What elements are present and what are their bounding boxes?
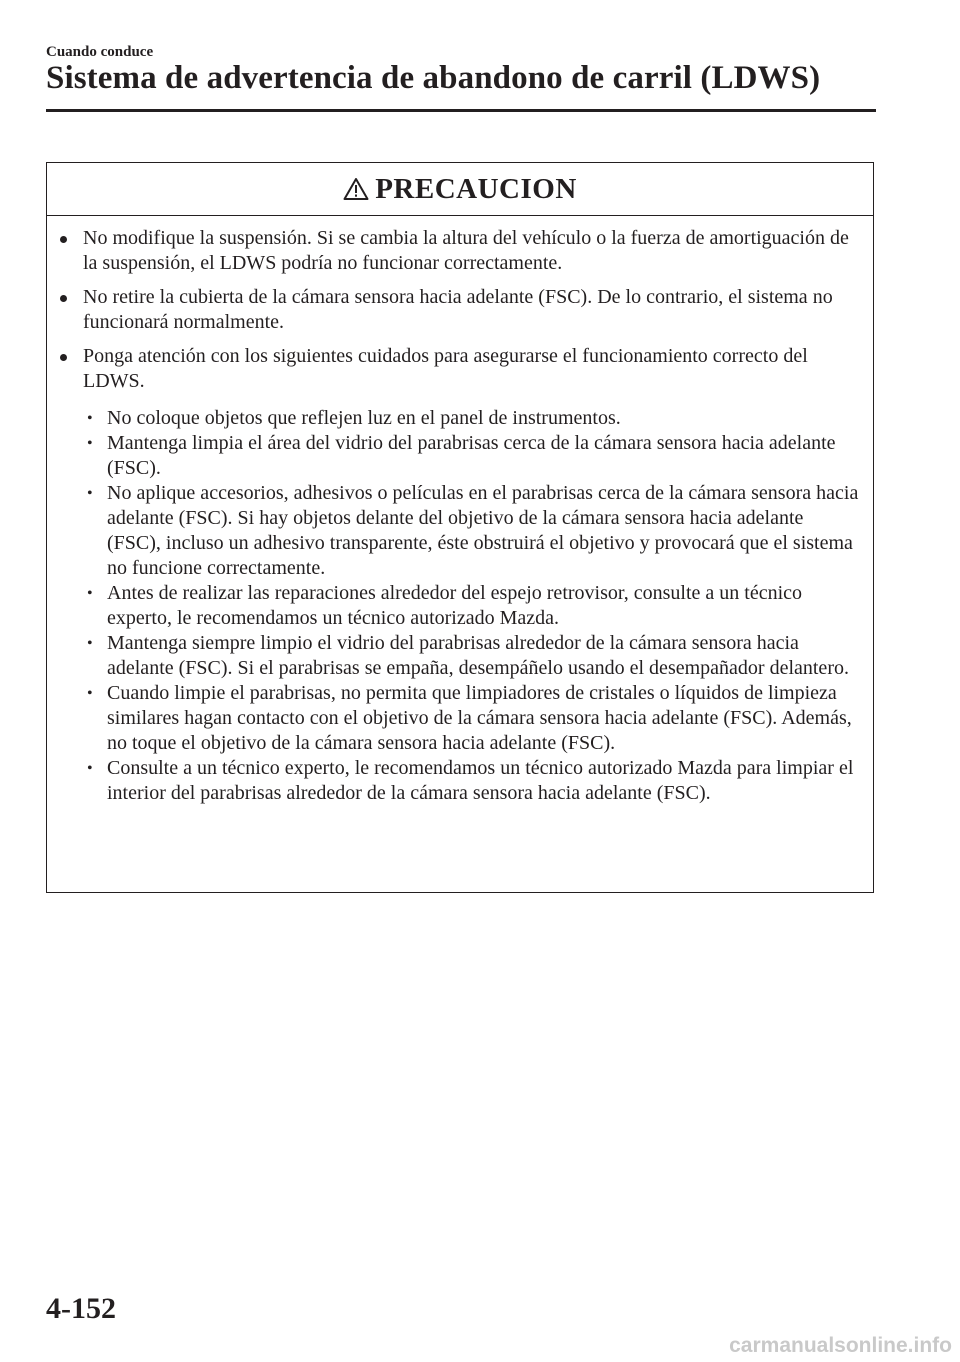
bullet-icon: [60, 354, 67, 361]
caution-subitem: [47, 481, 859, 581]
title-rule: [46, 109, 876, 112]
caution-item: [47, 285, 859, 335]
caution-subitem: [47, 431, 859, 481]
bullet-icon: [60, 295, 67, 302]
caution-subitem-text: Mantenga limpia el área del vidrio del parabrisas cerca de la cámara sensora hacia adelante (FSC).: [107, 432, 836, 479]
caution-box: [46, 162, 874, 893]
caution-list: [47, 226, 859, 394]
caution-subitem-text: Cuando limpie el parabrisas, no permita que limpiadores de cristales o líquidos de limpieza similares hagan contacto con el objetivo de la cámara sensora hacia adelante (FSC). Además, no toque el objetivo de la cámara sensora hacia adelante (FSC).: [107, 682, 852, 754]
page-title: Sistema de advertencia de abandono de carril (LDWS): [46, 60, 821, 96]
caution-title: PRECAUCION: [375, 172, 577, 205]
small-bullet-icon: •: [87, 635, 93, 652]
caution-item-text: No modifique la suspensión. Si se cambia la altura del vehículo o la fuerza de amortiguación de la suspensión, el LDWS podría no funcionar correctamente.: [83, 227, 849, 274]
caution-subitem-text: Consulte a un técnico experto, le recomendamos un técnico autorizado Mazda para limpiar el interior del parabrisas alrededor de la cámara sensora hacia adelante (FSC).: [107, 757, 854, 804]
small-bullet-icon: •: [87, 760, 93, 777]
caution-item-text: No retire la cubierta de la cámara sensora hacia adelante (FSC). De lo contrario, el sistema no funcionará normalmente.: [83, 286, 833, 333]
small-bullet-icon: •: [87, 585, 93, 602]
caution-subitem: [47, 756, 859, 806]
caution-subitem-text: Antes de realizar las reparaciones alrededor del espejo retrovisor, consulte a un técnico experto, le recomendamos un técnico autorizado Mazda.: [107, 582, 802, 629]
caution-subitem-text: No aplique accesorios, adhesivos o películas en el parabrisas cerca de la cámara sensora hacia adelante (FSC). Si hay objetos delante del objetivo de la cámara sensora hacia adelante (FSC), incluso un adhesivo transparente, éste obstruirá el objetivo y provocará que el sistema no funcione correctamente.: [107, 482, 859, 579]
bullet-icon: [60, 236, 67, 243]
small-bullet-icon: •: [87, 685, 93, 702]
small-bullet-icon: •: [87, 485, 93, 502]
caution-header: [47, 163, 873, 216]
section-label: Cuando conduce: [46, 44, 154, 60]
caution-body: [47, 216, 873, 806]
caution-subitem: [47, 581, 859, 631]
caution-subitem-text: Mantenga siempre limpio el vidrio del parabrisas alrededor de la cámara sensora hacia adelante (FSC). Si el parabrisas se empaña, desempáñelo usando el desempañador delantero.: [107, 632, 849, 679]
caution-item-text: Ponga atención con los siguientes cuidados para asegurarse el funcionamiento correcto del LDWS.: [83, 345, 808, 392]
caution-subitem-text: No coloque objetos que reflejen luz en el panel de instrumentos.: [107, 407, 621, 429]
page-number: 4-152: [46, 1292, 116, 1325]
caution-item: [47, 226, 859, 276]
caution-subitem: [47, 681, 859, 756]
caution-subitem: [47, 631, 859, 681]
caution-sublist: [47, 406, 859, 806]
caution-subitem: [47, 406, 859, 431]
warning-triangle-icon: [343, 177, 369, 201]
watermark-link[interactable]: carmanualsonline.info: [729, 1334, 952, 1357]
small-bullet-icon: •: [87, 435, 93, 452]
caution-item: [47, 344, 859, 394]
small-bullet-icon: •: [87, 410, 93, 427]
